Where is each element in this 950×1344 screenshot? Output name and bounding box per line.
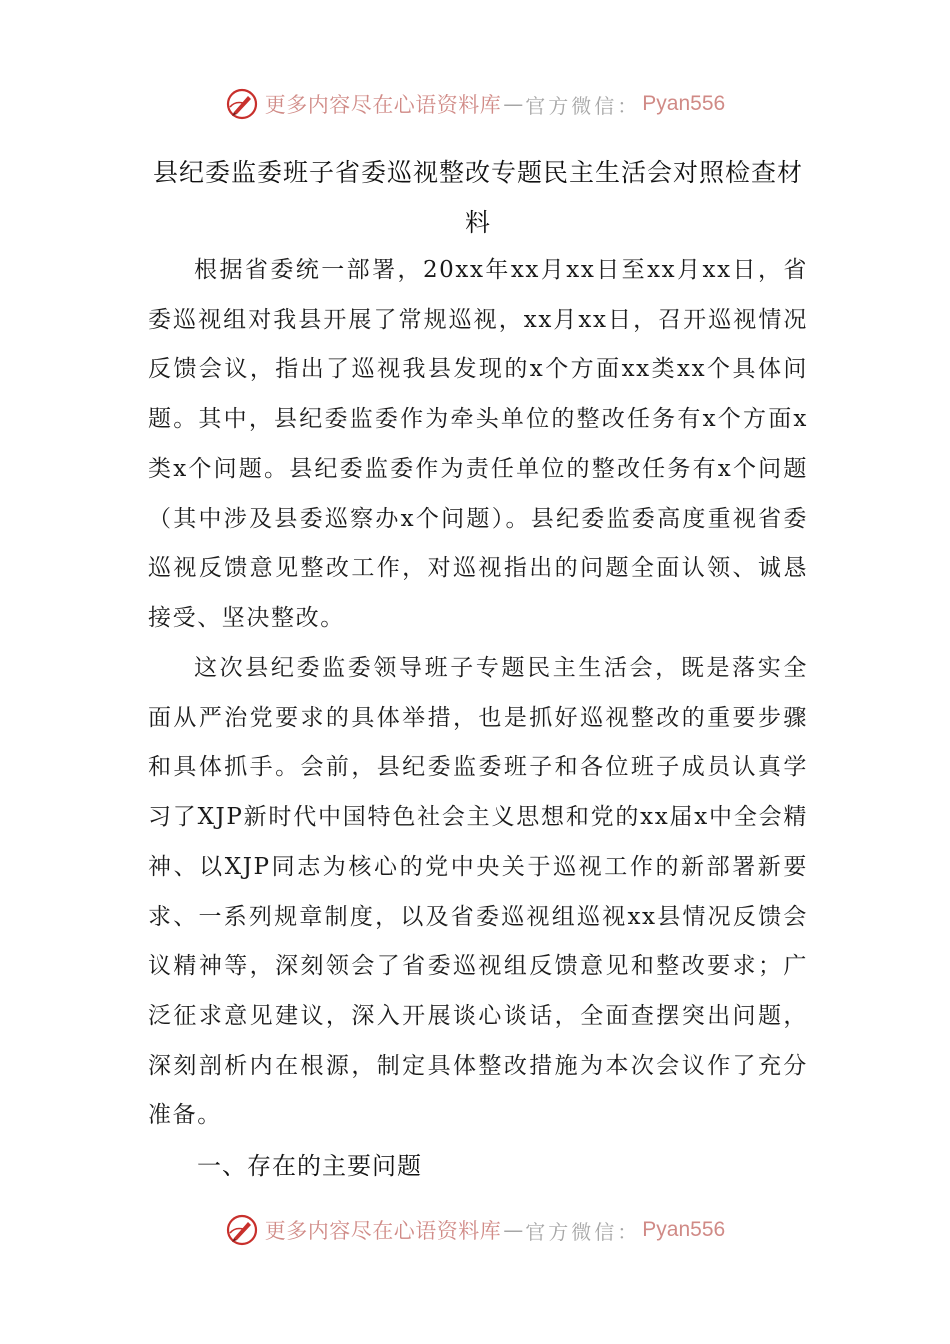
watermark-account: Pyan556 bbox=[642, 92, 726, 115]
watermark-footer bbox=[0, 1210, 950, 1250]
watermark-account: Pyan556 bbox=[642, 1218, 726, 1241]
body-paragraph-1: 根据省委统一部署，20xx年xx月xx日至xx月xx日，省委巡视组对我县开展了常规巡视，xx月xx日，召开巡视情况反馈会议，指出了巡视我县发现的x个方面xx类xx个具体问题。其中，县纪委监委作为牵头单位的整改任务有x个方面x类x个问题。县纪委监委作为责任单位的整改任务有x个问题（其中涉及县委巡察办x个问题）。县纪委监委高度重视省委巡视反馈意见整改工作，对巡视指出的问题全面认领、诚恳接受、坚决整改。 bbox=[148, 257, 808, 631]
watermark-site-text: 更多内容尽在心语资料库 bbox=[264, 1219, 502, 1243]
pen-logo-icon bbox=[225, 1213, 259, 1247]
watermark-site-text: 更多内容尽在心语资料库 bbox=[264, 93, 502, 117]
body-paragraph-2: 这次县纪委监委领导班子专题民主生活会，既是落实全面从严治党要求的具体举措，也是抓好巡视整改的重要步骤和具体抓手。会前，县纪委监委班子和各位班子成员认真学习了XJP新时代中国特色社会主义思想和党的xx届x中全会精神、以XJP同志为核心的党中央关于巡视工作的新部署新要求、一系列规章制度，以及省委巡视组巡视xx县情况反馈会议精神等，深刻领会了省委巡视组反馈意见和整改要求；广泛征求意见建议，深入开展谈心谈话，全面查摆突出问题，深刻剖析内在根源，制定具体整改措施为本次会议作了充分准备。 bbox=[148, 655, 808, 1129]
watermark-dash: — bbox=[503, 92, 524, 116]
watermark-header bbox=[0, 84, 950, 124]
watermark-label: 官方微信： bbox=[525, 1219, 641, 1244]
watermark-label: 官方微信： bbox=[525, 93, 641, 118]
document-title: 县纪委监委班子省委巡视整改专题民主生活会对照检查材料 bbox=[152, 158, 803, 237]
watermark-dash: — bbox=[503, 1218, 524, 1242]
section-heading: 一、存在的主要问题 bbox=[197, 1152, 422, 1180]
pen-logo-icon bbox=[225, 87, 259, 121]
